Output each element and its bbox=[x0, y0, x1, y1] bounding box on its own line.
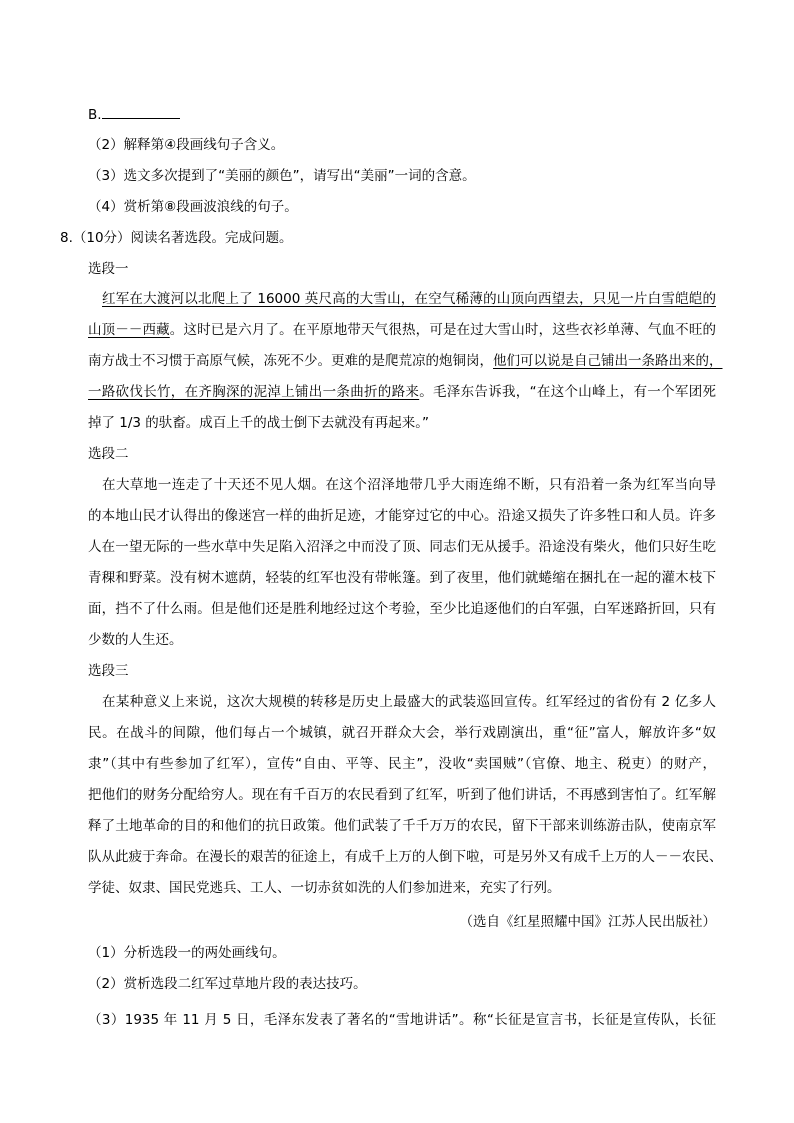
text-segment: （选自《红星照耀中国》江苏人民出版社） bbox=[459, 914, 716, 930]
text-segment: （2）赏析选段二红军过草地片段的表达技巧。 bbox=[88, 976, 367, 992]
text-line bbox=[88, 755, 716, 773]
text-line bbox=[88, 106, 180, 124]
text-segment: 隶”（其中有些参加了红军），宣传“自由、平等、民主”，没收“卖国贼”（官僚、地主、税吏）的财产， bbox=[88, 756, 716, 772]
text-line bbox=[88, 879, 561, 897]
text-line bbox=[88, 198, 298, 216]
text-line bbox=[88, 414, 429, 432]
text-line bbox=[102, 693, 716, 711]
text-segment: 青稞和野菜。没有树木遮荫，轻装的红军也没有带帐篷。到了夜里，他们就蜷缩在捆扎在一起的灌木枝下 bbox=[88, 570, 716, 586]
text-segment: 南方战士不习惯于高原气候，冻死不少。更难的是爬荒凉的炮铜岗， bbox=[88, 353, 493, 369]
text-segment: 掉了 1/3 的驮畜。成百上千的战士倒下去就没有再起来。” bbox=[88, 415, 430, 431]
text-line bbox=[88, 724, 716, 742]
text-segment: （2）解释第④段画线句子含义。 bbox=[88, 137, 285, 153]
text-line bbox=[88, 786, 716, 804]
text-segment: 释了土地革命的目的和他们的抗日政策。他们武装了千千万万的农民，留下干部来训练游击队，使南京军 bbox=[88, 818, 716, 834]
underlined-sentence: 山顶－－西藏 bbox=[88, 322, 170, 338]
text-line bbox=[88, 445, 129, 463]
text-line bbox=[88, 321, 716, 339]
text-segment: 选段二 bbox=[88, 446, 129, 462]
text-line bbox=[102, 290, 716, 308]
text-segment: 少数的人生还。 bbox=[88, 632, 183, 648]
text-line bbox=[88, 136, 284, 154]
text-line bbox=[88, 383, 716, 401]
text-segment: 在某种意义上来说，这次大规模的转移是历史上最盛大的武装巡回宣传。红军经过的省份有 2 亿多人 bbox=[102, 694, 716, 710]
text-segment: 人在一望无际的一些水草中失足陷入沼泽之中而没了顶、同志们无从援手。沿途没有柴火，他们只好生吃 bbox=[88, 539, 716, 555]
underlined-sentence: 红军在大渡河以北爬上了 16000 英尺高的大雪山，在空气稀薄的山顶向西望去，只见一片白雪皑皑的 bbox=[102, 291, 716, 307]
text-segment: 选段一 bbox=[88, 261, 129, 277]
text-segment: 的本地山民才认得出的像迷宫一样的曲折足迹，才能穿过它的中心。沿途又损失了许多牲口和人员。许多 bbox=[88, 508, 716, 524]
text-segment: 在大草地一连走了十天还不见人烟。在这个沼泽地带几乎大雨连绵不断，只有沿着一条为红军当向导 bbox=[102, 477, 716, 493]
text-segment: （1）分析选段一的两处画线句。 bbox=[88, 945, 286, 961]
underlined-sentence: 一路砍伐长竹，在齐胸深的泥淖上铺出一条曲折的路来 bbox=[88, 384, 420, 400]
text-line bbox=[88, 167, 476, 185]
text-line bbox=[460, 913, 717, 931]
text-segment: 8.（10分）阅读名著选段。完成问题。 bbox=[60, 230, 293, 246]
text-line bbox=[88, 817, 716, 835]
text-segment: （3）选文多次提到了“美丽的颜色”，请写出“美丽”一词的含意。 bbox=[88, 168, 476, 184]
text-line bbox=[88, 662, 129, 680]
text-segment: B. bbox=[88, 107, 102, 123]
text-line bbox=[88, 569, 716, 587]
text-line bbox=[88, 507, 716, 525]
text-segment: （4）赏析第⑧段画波浪线的句子。 bbox=[88, 199, 298, 215]
text-line bbox=[88, 538, 716, 556]
text-segment: 。毛泽东告诉我，“在这个山峰上，有一个军团死 bbox=[419, 384, 716, 400]
text-line bbox=[60, 229, 293, 247]
text-segment: 把他们的财务分配给穷人。现在有千百万的农民看到了红军，听到了他们讲话，不再感到害怕了。红军解 bbox=[88, 787, 716, 803]
text-line bbox=[88, 631, 183, 649]
text-line bbox=[88, 600, 716, 618]
answer-blank[interactable] bbox=[102, 106, 180, 119]
text-segment: 选段三 bbox=[88, 663, 129, 679]
text-line bbox=[88, 260, 129, 278]
text-line bbox=[88, 352, 723, 370]
text-segment: （3）1935 年 11 月 5 日，毛泽东发表了著名的“雪地讲话”。称“长征是宣言书，长征是宣传队，长征 bbox=[88, 1012, 716, 1028]
text-segment: 学徒、奴隶、国民党逃兵、工人、一切赤贫如洗的人们参加进来，充实了行列。 bbox=[88, 880, 561, 896]
text-line bbox=[88, 1011, 716, 1029]
text-segment: 。这时已是六月了。在平原地带天气很热，可是在过大雪山时，这些衣衫单薄、气血不旺的 bbox=[169, 322, 717, 338]
text-line bbox=[102, 476, 716, 494]
text-line bbox=[88, 975, 367, 993]
text-segment: 队从此疲于奔命。在漫长的艰苦的征途上，有成千上万的人倒下啦，可是另外又有成千上万的人－－农民、 bbox=[88, 849, 723, 865]
text-segment: 面，挡不了什么雨。但是他们还是胜利地经过这个考验，至少比追逐他们的白军强，白军迷路折回，只有 bbox=[88, 601, 716, 617]
text-line bbox=[88, 944, 286, 962]
underlined-sentence: 他们可以说是自己铺出一条路出来的， bbox=[493, 353, 723, 369]
text-line bbox=[88, 848, 723, 866]
text-segment: 民。在战斗的间隙，他们每占一个城镇，就召开群众大会，举行戏剧演出，重“征”富人，解放许多“奴 bbox=[88, 725, 716, 741]
